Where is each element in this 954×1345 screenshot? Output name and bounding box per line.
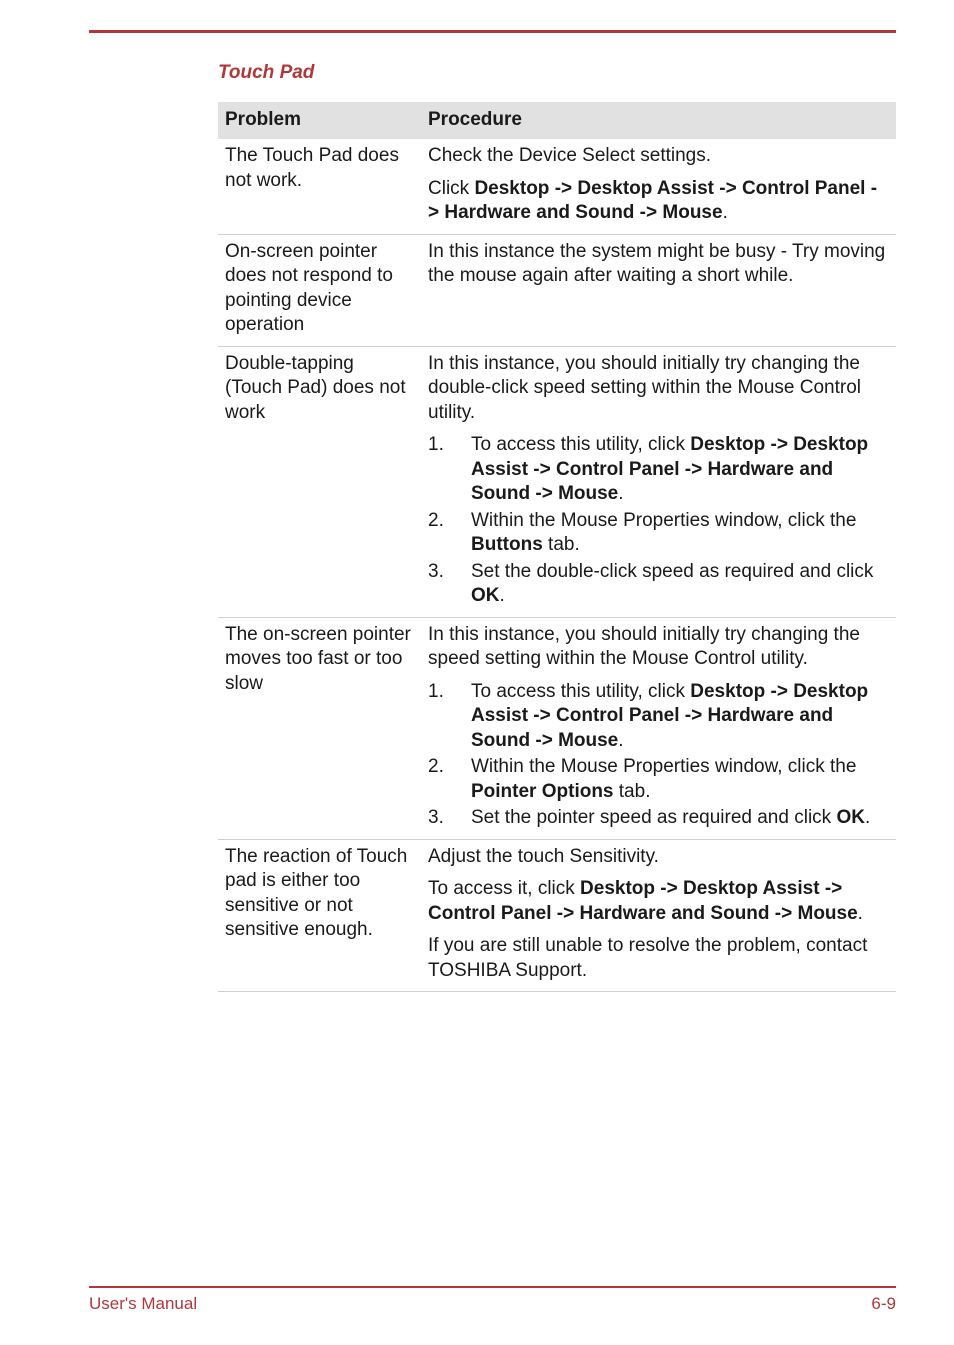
text: . bbox=[618, 483, 624, 504]
step-item bbox=[428, 755, 888, 804]
problem-cell: The reaction of Touch pad is either too sensitive or not sensitive enough. bbox=[218, 839, 421, 992]
procedure-paragraph: If you are still unable to resolve the problem, contact TOSHIBA Support. bbox=[428, 935, 868, 981]
troubleshooting-table bbox=[218, 102, 896, 992]
step-number: 1. bbox=[428, 434, 444, 455]
footer-rule bbox=[89, 1286, 896, 1288]
step-item bbox=[428, 680, 888, 754]
procedure-cell bbox=[421, 346, 896, 617]
table-row bbox=[218, 139, 896, 234]
procedure-paragraph bbox=[428, 177, 888, 226]
menu-path: Desktop -> Desktop Assist -> Control Panel -> Hardware and Sound -> Mouse bbox=[428, 177, 878, 223]
text: tab. bbox=[542, 534, 580, 555]
table-row bbox=[218, 839, 896, 992]
text: Within the Mouse Properties window, click the bbox=[471, 756, 857, 777]
step-number: 2. bbox=[428, 756, 444, 777]
text: To access this utility, click bbox=[471, 680, 691, 702]
procedure-paragraph: In this instance the system might be busy - Try moving the mouse again after waiting a short while. bbox=[428, 240, 886, 286]
text: tab. bbox=[613, 780, 651, 802]
button-name: OK bbox=[836, 807, 865, 828]
column-header-problem: Problem bbox=[218, 102, 421, 139]
text: . bbox=[618, 729, 624, 751]
procedure-cell bbox=[421, 839, 896, 992]
procedure-cell bbox=[421, 234, 896, 346]
section-title: Touch Pad bbox=[218, 62, 315, 83]
problem-cell: The Touch Pad does not work. bbox=[218, 139, 421, 234]
problem-cell: Double-tapping (Touch Pad) does not work bbox=[218, 346, 421, 617]
procedure-paragraph bbox=[428, 877, 888, 926]
text: Within the Mouse Properties window, click the bbox=[471, 509, 857, 531]
text: . bbox=[499, 585, 505, 606]
menu-path: Desktop -> Desktop Assist -> Control Panel -> Hardware and Sound -> Mouse bbox=[428, 878, 858, 924]
tab-name: Pointer Options bbox=[471, 780, 614, 802]
problem-cell: On-screen pointer does not respond to pointing device operation bbox=[218, 234, 421, 346]
problem-cell: The on-screen pointer moves too fast or too slow bbox=[218, 617, 421, 839]
step-number: 1. bbox=[428, 680, 444, 702]
text: . bbox=[857, 902, 863, 924]
procedure-paragraph: In this instance, you should initially try changing the double-click speed setting within the Mouse Control utility. bbox=[428, 352, 862, 423]
step-item bbox=[428, 806, 888, 831]
page-number: 6-9 bbox=[871, 1294, 896, 1313]
procedure-paragraph: In this instance, you should initially try changing the speed setting within the Mouse Control utility. bbox=[428, 623, 860, 669]
procedure-cell bbox=[421, 617, 896, 839]
step-item bbox=[428, 433, 888, 507]
step-number: 2. bbox=[428, 509, 444, 531]
column-header-procedure: Procedure bbox=[421, 102, 896, 139]
menu-path: Desktop -> Desktop Assist -> Control Panel -> Hardware and Sound -> Mouse bbox=[471, 434, 869, 504]
step-number: 3. bbox=[428, 560, 444, 582]
procedure-paragraph: Adjust the touch Sensitivity. bbox=[428, 845, 659, 867]
text: To access this utility, click bbox=[471, 434, 691, 455]
text: . bbox=[864, 807, 871, 828]
tab-name: Buttons bbox=[471, 534, 543, 555]
step-item bbox=[428, 509, 888, 558]
table-header-row bbox=[218, 102, 896, 139]
header-rule bbox=[89, 30, 896, 33]
footer-manual-title: User's Manual bbox=[89, 1294, 198, 1313]
procedure-paragraph: Check the Device Select settings. bbox=[428, 145, 712, 166]
text: . bbox=[722, 202, 728, 223]
text: Click bbox=[428, 177, 475, 199]
menu-path: Desktop -> Desktop Assist -> Control Panel -> Hardware and Sound -> Mouse bbox=[471, 680, 869, 751]
text: To access it, click bbox=[428, 878, 581, 899]
button-name: OK bbox=[471, 585, 500, 606]
text: Set the double-click speed as required and click bbox=[471, 560, 874, 582]
step-number: 3. bbox=[428, 807, 444, 828]
steps-list bbox=[428, 433, 888, 609]
text: Set the pointer speed as required and click bbox=[471, 807, 837, 828]
table-row bbox=[218, 234, 896, 346]
procedure-cell bbox=[421, 139, 896, 234]
step-item bbox=[428, 560, 888, 609]
table-row bbox=[218, 346, 896, 617]
steps-list bbox=[428, 680, 888, 831]
table-row bbox=[218, 617, 896, 839]
